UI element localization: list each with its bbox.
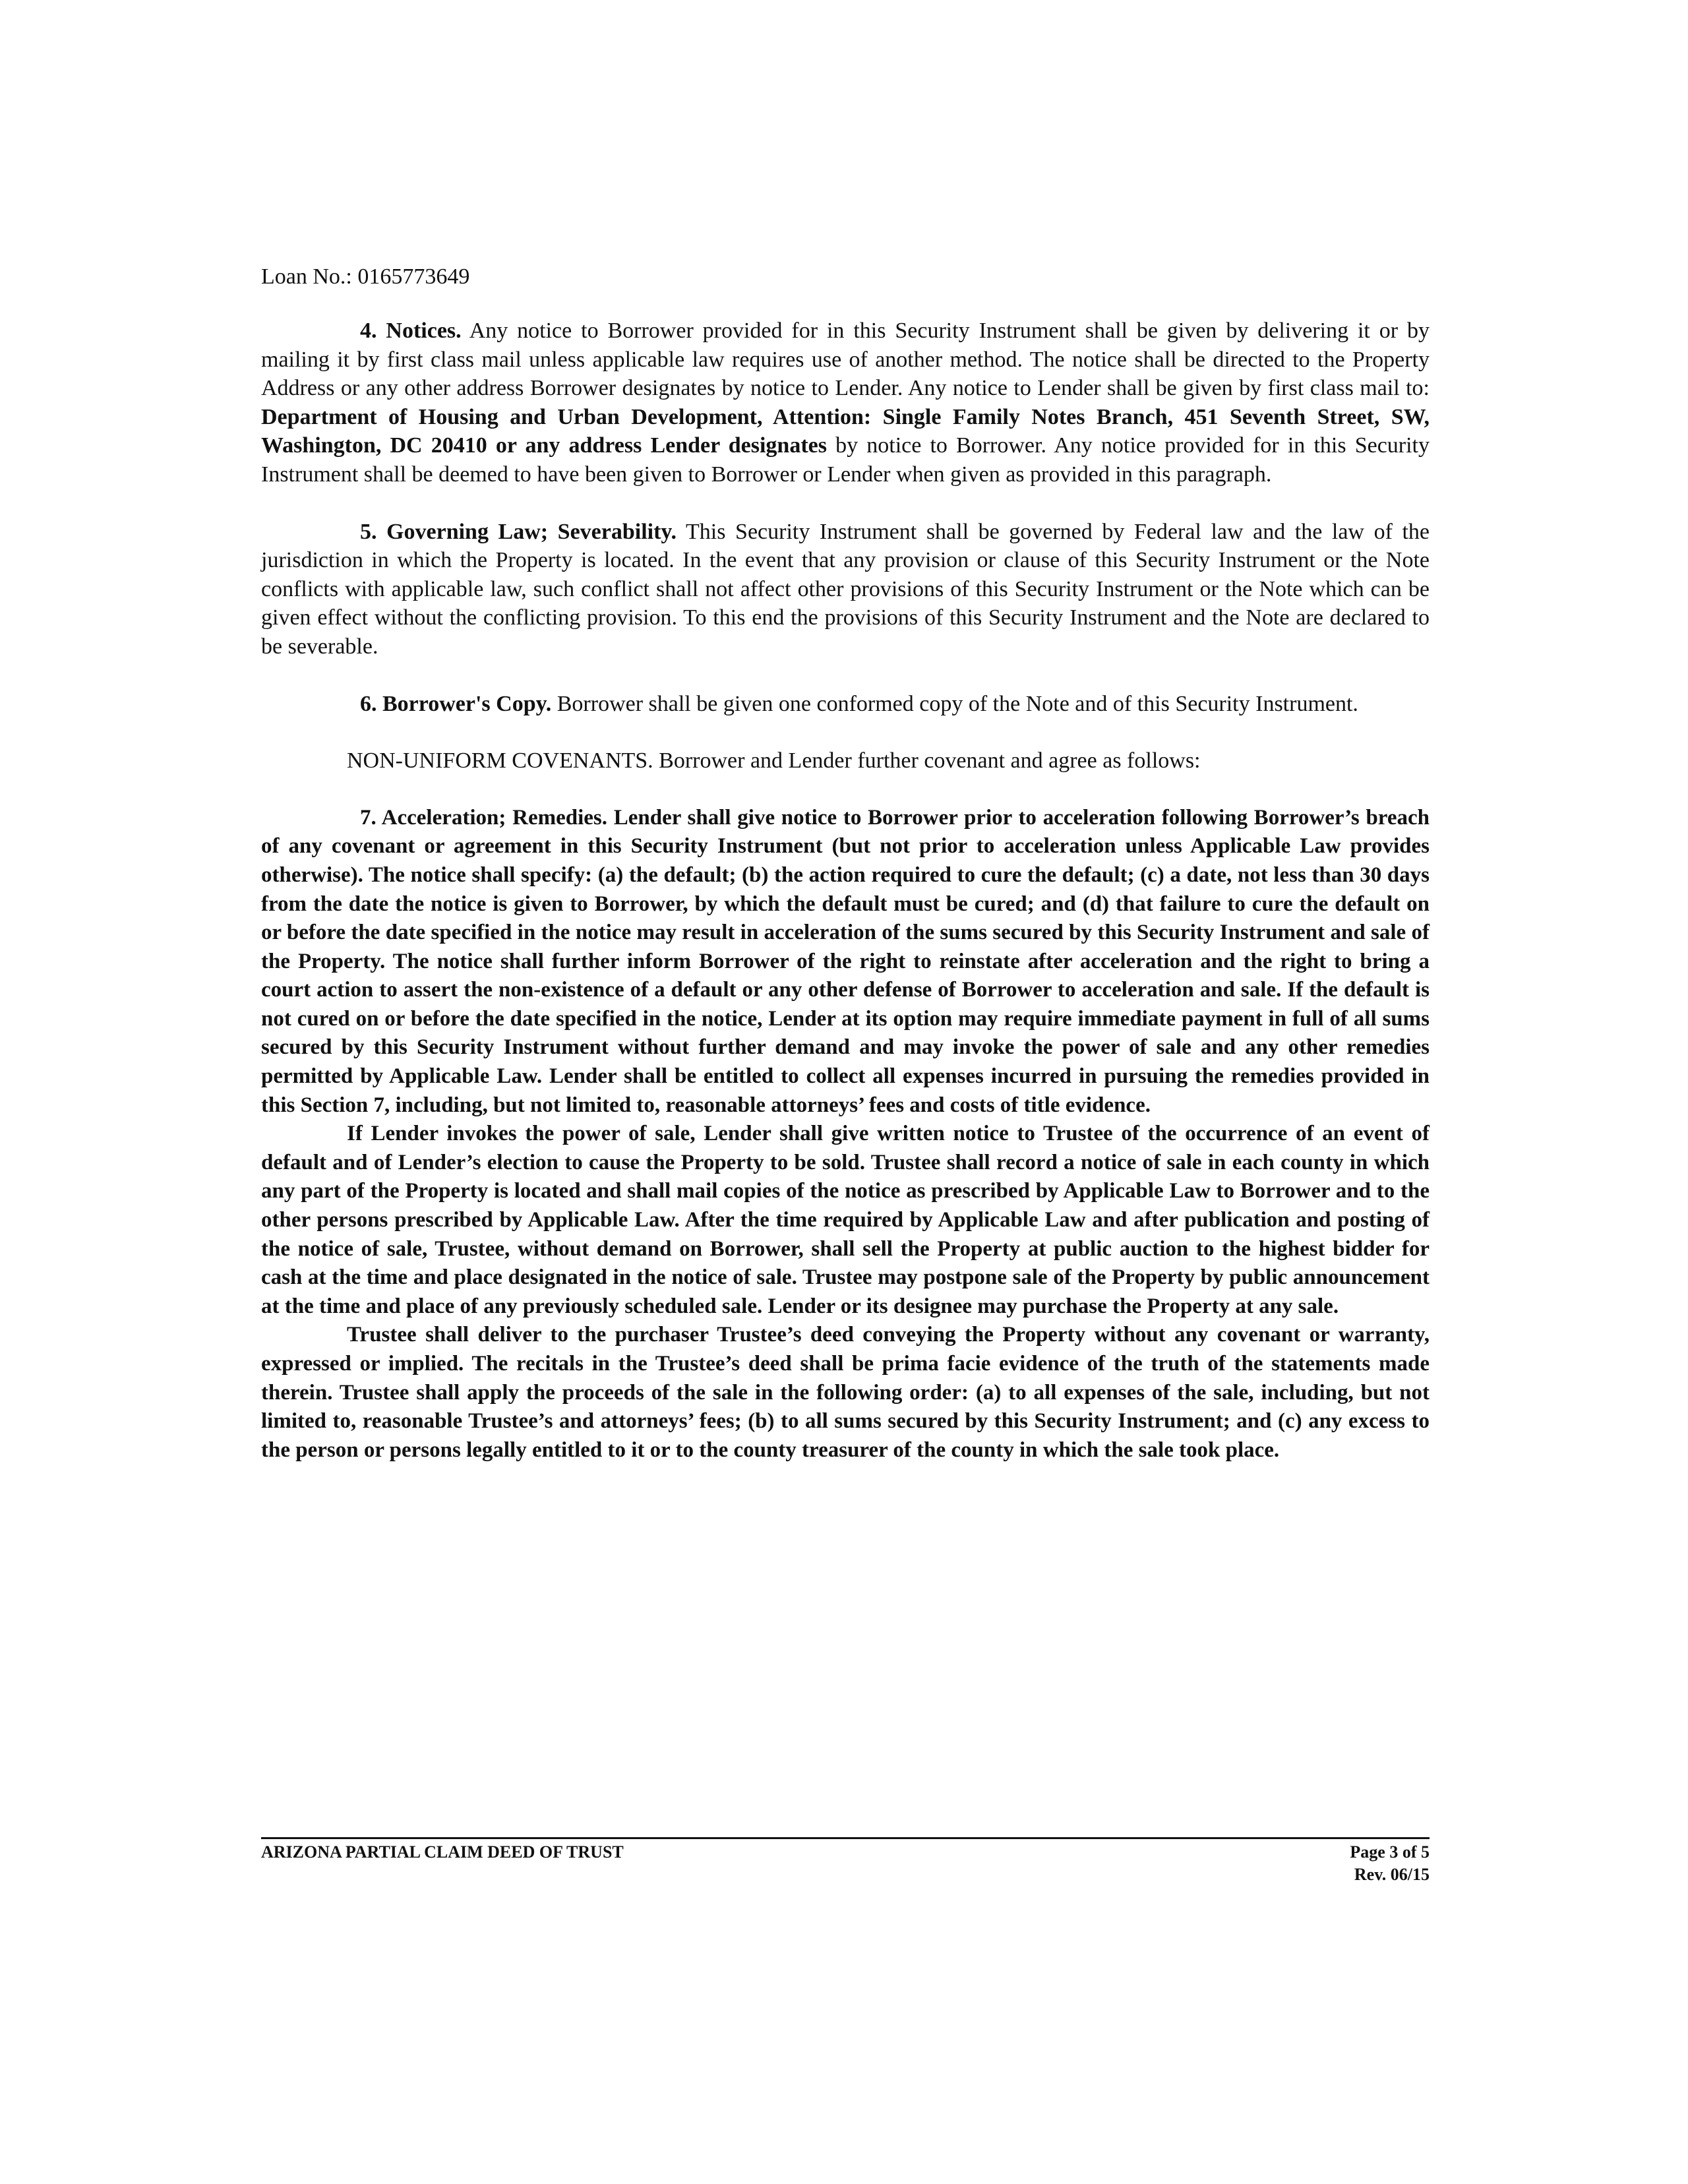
- power-of-sale-paragraph: [261, 1120, 1430, 1321]
- section-text: Borrower shall be given one conformed copy of the Note and of this Security Instrument.: [557, 691, 1358, 716]
- section-text: Trustee shall deliver to the purchaser Trustee’s deed conveying the Property without any covenant or warranty, expressed or implied. The recitals in the Trustee’s deed shall be prima facie evidence of the truth of the statements made therein. Trustee shall apply the proceeds of the sale in the following order: (a) to all expenses of the sale, including, but not limited to, reasonable Trustee’s and attorneys’ fees; (b) to all sums secured by this Security Instrument; and (c) any excess to the person or persons legally entitled to it or to the county treasurer of the county in which the sale took place.: [261, 1323, 1430, 1462]
- footer-page-info: [1350, 1841, 1430, 1886]
- hud-address: Department of Housing and Urban Development, Attention: Single Family Notes Branch, 451 Seventh Street, SW, Washington, DC 20410 or any address Lender designates: [261, 404, 1430, 458]
- footer-divider: [261, 1837, 1430, 1839]
- section-number: 5.: [360, 519, 377, 544]
- section-text: If Lender invokes the power of sale, Lender shall give written notice to Trustee of the occurrence of an event of default and of Lender’s election to cause the Property to be sold. Trustee shall record a notice of sale in each county in which any part of the Property is located and shall mail copies of the notice as prescribed by Applicable Law to Borrower and to the other persons prescribed by Applicable Law. After the time required by Applicable Law and after publication and posting of the notice of sale, Trustee, without demand on Borrower, shall sell the Property at public auction to the highest bidder for cash at the time and place designated in the notice of sale. Trustee may postpone sale of the Property by public announcement at the time and place of any previously scheduled sale. Lender or its designee may purchase the Property at any sale.: [261, 1122, 1430, 1318]
- section-heading: Borrower's Copy.: [382, 691, 552, 716]
- page-number: Page 3 of 5: [1350, 1842, 1430, 1862]
- section-heading: Acceleration; Remedies.: [381, 805, 607, 830]
- section-governing-law: [261, 518, 1430, 661]
- document-body: [261, 317, 1430, 1465]
- section-heading: Notices.: [386, 318, 462, 343]
- footer-form-title: ARIZONA PARTIAL CLAIM DEED OF TRUST: [261, 1842, 624, 1862]
- section-number: 6.: [360, 691, 377, 716]
- trustee-deed-paragraph: [261, 1321, 1430, 1465]
- section-acceleration: [261, 804, 1430, 1120]
- section-borrowers-copy: [261, 690, 1430, 719]
- section-notices: [261, 317, 1430, 489]
- section-text: Lender shall give notice to Borrower prior to acceleration following Borrower’s breach of any covenant or agreement in this Security Instrument (but not prior to acceleration unless Applicable Law provides otherwise). The notice shall specify: (a) the default; (b) the action required to cure the default; (c) a date, not less than 30 days from the date the notice is given to Borrower, by which the default must be cured; and (d) that failure to cure the default on or before the date specified in the notice may result in acceleration of the sums secured by this Security Instrument and sale of the Property. The notice shall further inform Borrower of the right to reinstate after acceleration and the right to bring a court action to assert the non-existence of a default or any other defense of Borrower to acceleration and sale. If the default is not cured on or before the date specified in the notice, Lender at its option may require immediate payment in full of all sums secured by this Security Instrument without further demand and may invoke the power of sale and any other remedies permitted by Applicable Law. Lender shall be entitled to collect all expenses incurred in pursuing the remedies provided in this Section 7, including, but not limited to, reasonable attorneys’ fees and costs of title evidence.: [261, 805, 1430, 1117]
- loan-number-line: [261, 262, 469, 291]
- section-number: 4.: [360, 318, 377, 343]
- section-text: by notice to Borrower. Any notice provided for in this Security Instrument shall be deemed to have been given to Borrower or Lender when given as provided in this paragraph.: [261, 433, 1430, 487]
- section-text: Any notice to Borrower provided for in this Security Instrument shall be given by delivering it or by mailing it by first class mail unless applicable law requires use of another method. The notice shall be directed to the Property Address or any other address Borrower designates by notice to Lender. Any notice to Lender shall be given by first class mail to:: [261, 318, 1430, 401]
- non-uniform-covenants: [261, 746, 1430, 775]
- loan-label: Loan No.:: [261, 264, 352, 289]
- loan-number: 0165773649: [357, 264, 470, 289]
- section-text: This Security Instrument shall be governed by Federal law and the law of the jurisdiction in which the Property is located. In the event that any provision or clause of this Security Instrument or the Note conflicts with applicable law, such conflict shall not affect other provisions of this Security Instrument or the Note which can be given effect without the conflicting provision. To this end the provisions of this Security Instrument and the Note are declared to be severable.: [261, 519, 1430, 659]
- revision-date: Rev. 06/15: [1354, 1865, 1430, 1884]
- section-heading: Governing Law; Severability.: [386, 519, 677, 544]
- section-number: 7.: [360, 805, 377, 830]
- section-text: NON-UNIFORM COVENANTS. Borrower and Lender further covenant and agree as follows:: [347, 748, 1201, 774]
